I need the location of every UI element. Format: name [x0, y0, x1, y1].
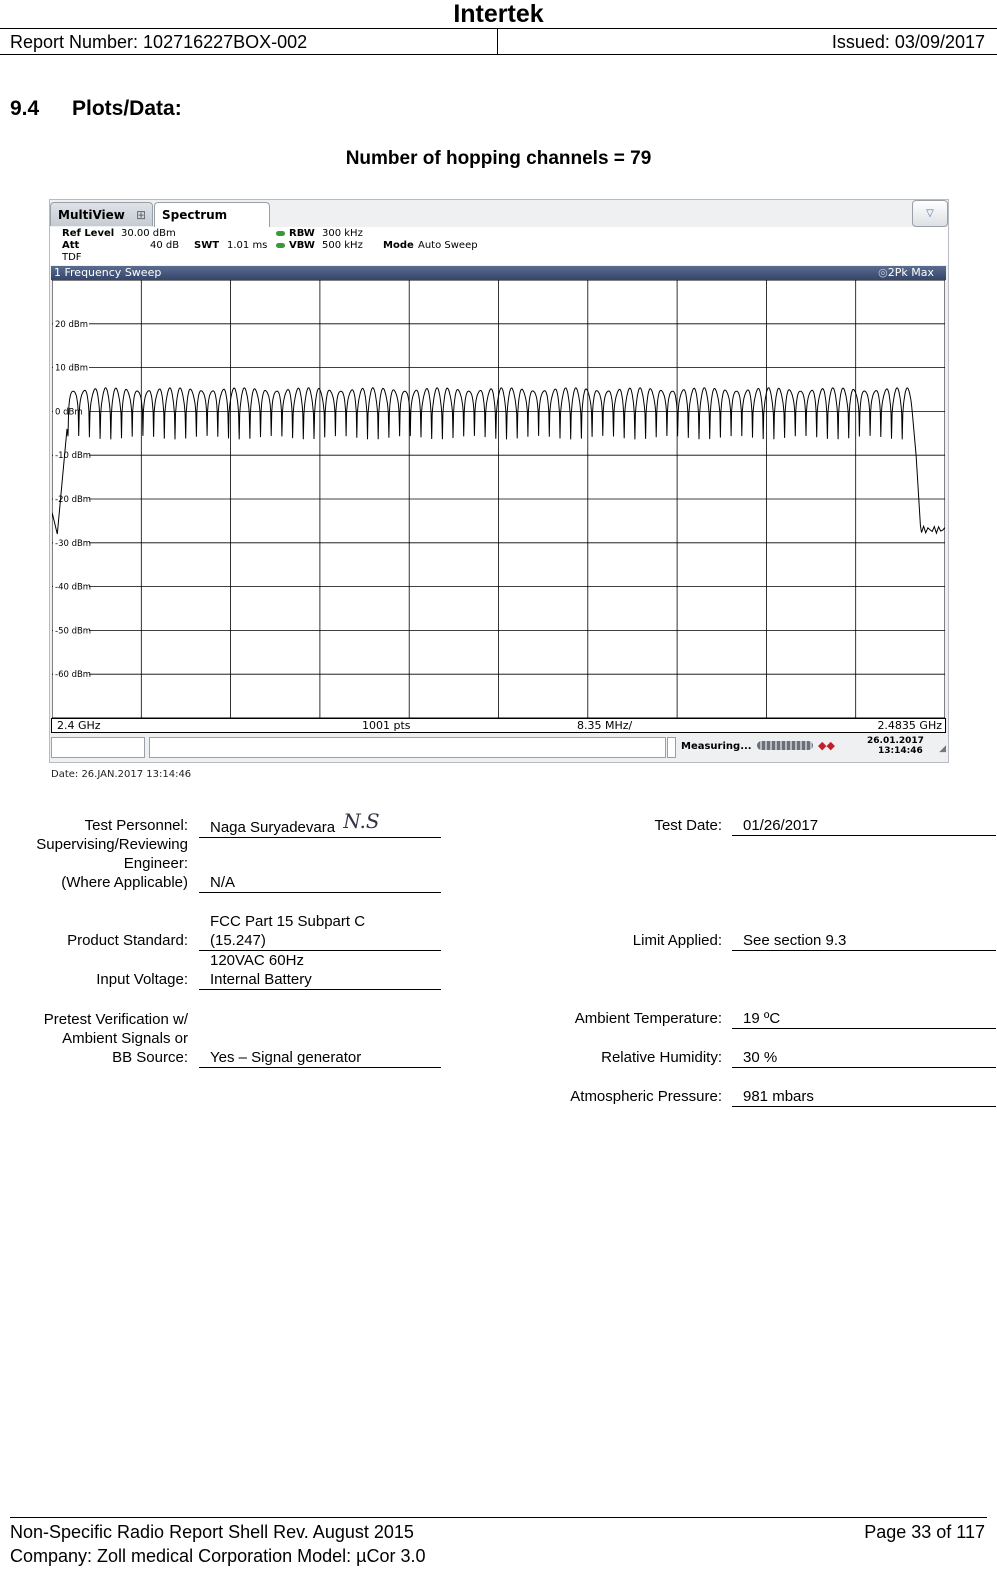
- test-personnel-name: Naga Suryadevara: [210, 819, 336, 836]
- trace-indicator-icon: ◎: [878, 266, 888, 279]
- section-title: Plots/Data:: [72, 97, 182, 120]
- product-standard-line-2: (15.247): [210, 932, 266, 949]
- product-standard-line-1: FCC Part 15 Subpart C: [210, 913, 366, 930]
- relative-humidity-value: 30 %: [732, 1048, 996, 1068]
- y-tick-label: 10 dBm: [55, 363, 89, 374]
- limit-applied-label: Limit Applied:: [632, 932, 722, 949]
- span-per-division: 8.35 MHz/: [577, 719, 633, 732]
- vbw-label: VBW: [289, 240, 315, 251]
- input-voltage-line-2: Internal Battery: [210, 971, 312, 988]
- status-field-3: [667, 737, 676, 758]
- supervising-label-line-3: (Where Applicable): [61, 874, 188, 891]
- spectrum-plot: [52, 280, 945, 718]
- resize-grip-icon[interactable]: ◢: [939, 744, 946, 754]
- swt-value: 1.01 ms: [227, 240, 268, 251]
- section-heading: [10, 97, 182, 121]
- y-tick-label: -40 dBm: [55, 582, 92, 593]
- product-standard-value: [199, 912, 441, 951]
- point-count: 1001 pts: [362, 719, 411, 732]
- rbw-indicator-icon: [276, 228, 285, 240]
- grid-icon: ⊞: [135, 208, 146, 222]
- y-tick-label: -20 dBm: [55, 495, 92, 505]
- pretest-label: [44, 1010, 188, 1067]
- supervising-label-line-2: Engineer:: [123, 855, 188, 872]
- stop-frequency: 2.4835 GHz: [877, 719, 942, 732]
- test-date-value: 01/26/2017: [732, 816, 996, 836]
- input-voltage-label: Input Voltage:: [96, 971, 188, 988]
- supervising-label-line-1: Supervising/Reviewing: [36, 836, 188, 853]
- chevron-down-icon: ▽: [926, 208, 934, 219]
- signature-initials: N.S: [343, 809, 380, 833]
- capture-date: Date: 26.JAN.2017 13:14:46: [51, 769, 192, 780]
- pretest-value: Yes – Signal generator: [199, 1048, 441, 1068]
- test-personnel-value: [199, 809, 441, 838]
- mode-value: Auto Sweep: [418, 240, 478, 251]
- y-tick-label: 20 dBm: [55, 319, 89, 330]
- limit-applied-value: See section 9.3: [732, 931, 996, 951]
- footer-rule: [10, 1517, 987, 1518]
- company-name: Intertek: [453, 0, 544, 28]
- header-top-rule: [0, 28, 997, 29]
- ambient-temperature-label: Ambient Temperature:: [574, 1010, 722, 1027]
- spectrum-analyzer-screen: [49, 199, 949, 763]
- vbw-indicator-icon: [276, 240, 285, 252]
- header-bottom-rule: [0, 54, 997, 55]
- tab-spectrum-label: Spectrum: [162, 208, 228, 222]
- supervising-label: [36, 835, 188, 892]
- frequency-axis-bar: [51, 718, 946, 733]
- y-tick-label: 0 dBm: [55, 407, 83, 418]
- pretest-label-line-3: BB Source:: [112, 1049, 188, 1066]
- product-standard-label: Product Standard:: [67, 932, 188, 949]
- remote-status-icon: ◆◆: [818, 739, 835, 752]
- test-date-label: Test Date:: [654, 817, 722, 834]
- header-divider: [497, 29, 498, 54]
- report-number: Report Number: 102716227BOX-002: [10, 32, 308, 52]
- rbw-value: 300 kHz: [322, 228, 363, 239]
- ambient-temperature-value: 19 ºC: [732, 1009, 996, 1029]
- diagram-title: 1 Frequency Sweep: [54, 266, 162, 279]
- atmospheric-pressure-value: 981 mbars: [732, 1087, 996, 1107]
- parameter-panel: [50, 227, 948, 265]
- section-number: 9.4: [10, 97, 40, 120]
- status-field-2[interactable]: [149, 737, 666, 758]
- y-tick-label: -50 dBm: [55, 626, 92, 637]
- chart-title: Number of hopping channels = 79: [345, 148, 652, 169]
- tab-multiview[interactable]: [50, 202, 153, 226]
- test-personnel-label: Test Personnel:: [84, 817, 188, 834]
- diagram-title-bar: [51, 266, 946, 280]
- input-voltage-line-1: 120VAC 60Hz: [210, 952, 304, 969]
- status-bar: [50, 735, 948, 761]
- pretest-label-line-1: Pretest Verification w/: [43, 1011, 188, 1028]
- pretest-label-line-2: Ambient Signals or: [62, 1030, 188, 1047]
- tab-spectrum[interactable]: [154, 202, 270, 229]
- swt-label: SWT: [194, 240, 220, 251]
- y-tick-label: -10 dBm: [55, 451, 92, 462]
- input-voltage-value: [199, 951, 441, 990]
- progress-icon: [757, 741, 813, 750]
- mode-label: Mode: [383, 240, 414, 251]
- tab-multiview-label: MultiView: [58, 208, 125, 222]
- rbw-label: RBW: [289, 228, 315, 239]
- footer-shell: Non-Specific Radio Report Shell Rev. August 2015: [10, 1522, 414, 1542]
- status-date: 26.01.2017: [867, 736, 924, 746]
- start-frequency: 2.4 GHz: [57, 719, 101, 732]
- vbw-value: 500 kHz: [322, 240, 363, 251]
- footer-company: Company: Zoll medical Corporation Model: µCor 3.0: [10, 1546, 426, 1566]
- att-label: Att: [62, 240, 80, 251]
- supervising-value: N/A: [199, 873, 441, 893]
- trace-label: [878, 266, 934, 280]
- relative-humidity-label: Relative Humidity:: [601, 1049, 722, 1066]
- tdf-label: TDF: [62, 252, 82, 263]
- issued-date: Issued: 03/09/2017: [831, 32, 985, 52]
- y-tick-label: -60 dBm: [55, 670, 92, 681]
- dropdown-button[interactable]: [912, 200, 948, 227]
- trace-label-text: 2Pk Max: [887, 266, 934, 279]
- ref-level-value: 30.00 dBm: [121, 228, 176, 239]
- measuring-status: Measuring...: [681, 741, 752, 752]
- status-time: 13:14:46: [878, 746, 923, 756]
- ref-level-label: Ref Level: [62, 228, 115, 239]
- y-tick-labels: [53, 319, 91, 680]
- y-tick-label: -30 dBm: [55, 538, 92, 549]
- att-value: 40 dB: [150, 240, 180, 251]
- status-field-1[interactable]: [51, 737, 145, 758]
- atmospheric-pressure-label: Atmospheric Pressure:: [570, 1088, 722, 1105]
- footer-page-number: Page 33 of 117: [864, 1522, 985, 1542]
